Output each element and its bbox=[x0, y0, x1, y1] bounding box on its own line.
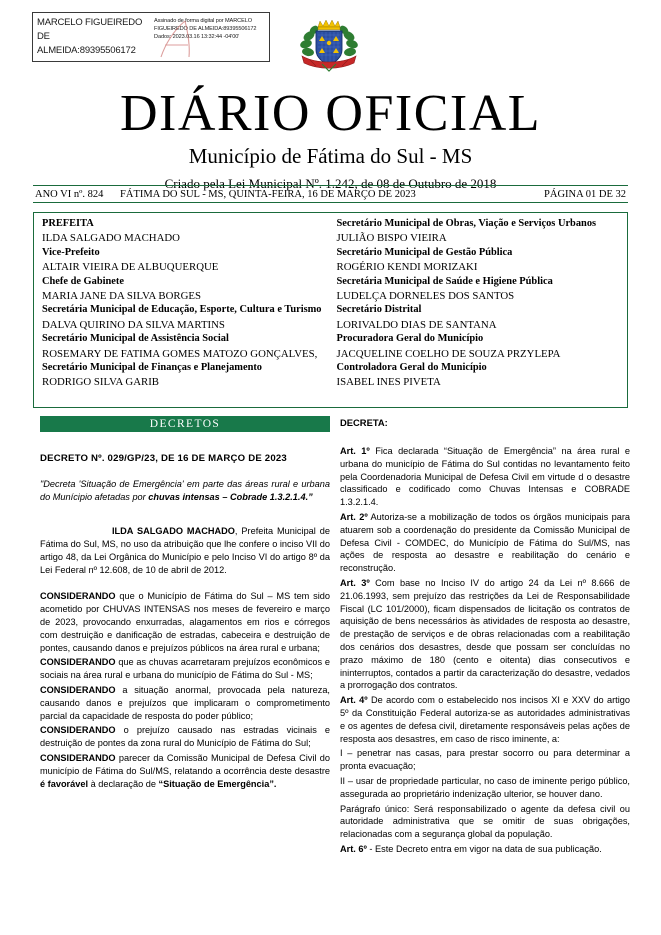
considerando-paragraph bbox=[40, 590, 330, 654]
article-final bbox=[340, 843, 630, 856]
considerando-text: a situação anormal, provocada pela natureza, causando danos e prejuízos que implicaram o comprometimento parcial da capacidade de resposta do poder público; bbox=[40, 684, 330, 721]
official-role: Controladora Geral do Município bbox=[336, 362, 487, 374]
considerando-label: CONSIDERANDO bbox=[40, 657, 116, 668]
signature-name: MARCELO FIGUEIREDO DE ALMEIDA:89395506172 bbox=[37, 17, 143, 56]
digital-signature-stamp bbox=[32, 12, 270, 62]
issue-number: ANO VI nº. 824 bbox=[35, 188, 104, 200]
official-role: Secretário Municipal de Obras, Viação e Serviços Urbanos bbox=[336, 218, 597, 229]
article-label: Art. 2º bbox=[340, 511, 368, 522]
decree-title: DECRETO Nº. 029/GP/23, DE 16 DE MARÇO DE 2023 bbox=[40, 453, 287, 464]
officials-box bbox=[33, 212, 628, 408]
considerando-label: CONSIDERANDO bbox=[40, 591, 116, 602]
preamble-text: , Prefeita Municipal de Fátima do Sul, MS, no uso da atribuição que lhe confere o inciso VII do artigo 48, da Lei Orgânica do Município e pelo Inciso VI do artigo 8º da Lei Federal nº 12.608, de 10 de abril de 2012. bbox=[40, 526, 330, 575]
considerando-text: que o Município de Fátima do Sul – MS tem sido acometido por CHUVAS INTENSAS nos meses de fevereiro e março de 2023, provocando enxurradas, alagamentos em rios e córregos com destruição e danificação de estradas, cabeceira e destruição de pontes, causando danos e prejuízos públicos na área rural e urbana; bbox=[40, 591, 330, 653]
considerando-text: o prejuízo causado nas estradas vicinais e destruição de pontes da zona rural do Município de Fátima do Sul; bbox=[40, 725, 330, 749]
official-name: JULIÃO BISPO VIEIRA bbox=[336, 232, 447, 245]
considerando-final-text-b: à declaração de bbox=[88, 778, 159, 789]
signature-metadata-text: Assinado de forma digital por MARCELO FIGUEIREDO DE ALMEIDA:89395506172 Dados: 2023.03.16 13:32:44 -04'00' bbox=[154, 18, 257, 41]
article-paragraph bbox=[340, 694, 630, 745]
considerando-paragraph bbox=[40, 656, 330, 682]
articles-list bbox=[340, 445, 630, 745]
official-name: ILDA SALGADO MACHADO bbox=[42, 232, 180, 245]
masthead-law-reference: Criado pela Lei Municipal Nº. 1.242, de 08 de Outubro de 2018 bbox=[164, 176, 497, 191]
official-name: DALVA QUIRINO DA SILVA MARTINS bbox=[42, 318, 225, 331]
decree-preamble bbox=[40, 525, 330, 576]
official-name: LUDELÇA DORNELES DOS SANTOS bbox=[336, 290, 515, 303]
article-text: Autoriza-se a mobilização de todos os órgãos municipais para atuarem sob a coordenação do presidente da Comissão Municipal de Defesa Civil - COMDEC, do Município de Fátima do Sul/MS, nas ações de resposta ao desastre e reabilitação do cenário e reconstrução. bbox=[340, 511, 630, 574]
official-name: JACQUELINE COELHO DE SOUZA PRZYLEPA bbox=[336, 347, 561, 360]
official-role: Secretária Municipal de Educação, Esporte, Cultura e Turismo bbox=[42, 304, 322, 316]
article-paragraph bbox=[340, 445, 630, 509]
considerando-label: CONSIDERANDO bbox=[40, 684, 116, 695]
article-text: Com base no Inciso IV do artigo 24 da Lei nº 8.666 de 21.06.1993, sem prejuízo das restrições da Lei de Responsabilidade Fiscal (LC 101/2000), ficam dispensados de licitação os contratos de aquisição de bens necessários às atividades de resposta ao desastre, de prestação de serviços e de obras relacionadas com a reabilitação dos cenários dos desastres, desde que possam ser concluídas no prazo máximo de 180 (cento e oitenta) dias consecutivos e ininterruptos, contados a partir da caracterização do desastre, vedados a prorrogação dos contratos. bbox=[340, 577, 631, 691]
page-title: DIÁRIO OFICIAL bbox=[119, 85, 542, 142]
article-label: Art. 3º bbox=[340, 577, 370, 588]
considerando-final-label: CONSIDERANDO bbox=[40, 752, 116, 763]
official-name: RODRIGO SILVA GARIB bbox=[42, 376, 159, 389]
content-column-left bbox=[40, 416, 330, 792]
considerando-final-bold-b: “Situação de Emergência”. bbox=[158, 778, 277, 789]
article-paragraph bbox=[340, 511, 630, 575]
masthead-subtitle: Município de Fátima do Sul - MS bbox=[188, 144, 473, 168]
official-role: Procuradora Geral do Município bbox=[336, 333, 484, 345]
official-role: Secretário Municipal de Gestão Pública bbox=[336, 246, 513, 258]
considerando-paragraph bbox=[40, 684, 330, 722]
official-role: Vice-Prefeito bbox=[42, 246, 100, 258]
considerando-paragraph bbox=[40, 724, 330, 750]
officials-column-left bbox=[34, 217, 331, 407]
issue-info-left bbox=[35, 189, 416, 200]
section-banner-decretos: DECRETOS bbox=[40, 416, 330, 432]
coat-of-arms-icon bbox=[296, 14, 362, 76]
signature-metadata bbox=[151, 13, 269, 61]
content-column-right bbox=[340, 416, 630, 858]
official-name: LORIVALDO DIAS DE SANTANA bbox=[336, 318, 497, 331]
decreta-heading: DECRETA: bbox=[340, 417, 388, 428]
considerando-label: CONSIDERANDO bbox=[40, 725, 116, 736]
official-role: Secretário Municipal de Assistência Social bbox=[42, 333, 229, 345]
preamble-mayor-name: ILDA SALGADO MACHADO bbox=[112, 526, 235, 537]
official-role: Secretária Municipal de Saúde e Higiene Pública bbox=[336, 275, 553, 287]
article-text: Fica declarada “Situação de Emergência” na área rural e urbana do município de Fátima do Sul contidas no levantamento feito pela Coordenadoria Municipal de Defesa Civil em virtude d o desastre classificado e codificado como Chuvas Intensas e COBRADE 1.3.2.1.4. bbox=[340, 446, 630, 508]
official-role: PREFEITA bbox=[42, 218, 94, 229]
paragrafo-unico: Parágrafo único: Será responsabilizado o agente da defesa civil ou autoridade administrativa que se omitir de suas obrigações, relacionadas com a segurança global da população. bbox=[340, 803, 630, 840]
considerando-list bbox=[40, 590, 330, 750]
decree-summary bbox=[40, 478, 330, 503]
enumerated-item: I – penetrar nas casas, para prestar socorro ou para determinar a pronta evacuação; bbox=[340, 748, 630, 772]
enumerated-item: II – usar de propriedade particular, no caso de iminente perigo público, assegurada ao proprietário indenização ulterior, se houver dano. bbox=[340, 775, 630, 799]
decree-summary-emphasis: chuvas intensas – Cobrade 1.3.2.1.4.” bbox=[148, 491, 313, 502]
article-label: Art. 4º bbox=[340, 695, 368, 706]
considerando-final-text-a: parecer da Comissão Municipal de Defesa Civil do município de Fátima do Sul/MS, relatando a ocorrência deste desastre bbox=[40, 752, 330, 776]
official-name: ISABEL INES PIVETA bbox=[336, 376, 441, 389]
official-role: Secretário Distrital bbox=[336, 304, 422, 316]
article-paragraph bbox=[340, 577, 630, 692]
issue-place-date: FÁTIMA DO SUL - MS, QUINTA-FEIRA, 16 DE MARÇO DE 2023 bbox=[120, 188, 416, 200]
article-final-text: - Este Decreto entra em vigor na data de sua publicação. bbox=[366, 843, 602, 854]
official-name: ROSEMARY DE FATIMA GOMES MATOZO GONÇALVES, bbox=[42, 347, 318, 360]
decree-summary-text: "Decreta 'Situação de Emergência' em parte das áreas rural e urbana do Munícipio afetadas por bbox=[40, 479, 330, 502]
considerando-text: que as chuvas acarretaram prejuízos econômicos e sociais na área rural e urbana do município de Fátima do Sul - MS; bbox=[40, 657, 330, 681]
official-name: ROGÉRIO KENDI MORIZAKI bbox=[336, 261, 478, 274]
official-name: ALTAIR VIEIRA DE ALBUQUERQUE bbox=[42, 261, 219, 274]
enumerated-items bbox=[340, 747, 630, 800]
official-role: Secretário Municipal de Finanças e Planejamento bbox=[42, 362, 263, 374]
article-final-label: Art. 6º bbox=[340, 843, 367, 854]
considerando-final-bold-a: é favorável bbox=[40, 778, 89, 789]
officials-column-right bbox=[331, 217, 628, 407]
official-name: MARIA JANE DA SILVA BORGES bbox=[42, 290, 201, 303]
article-text: De acordo com o estabelecido nos incisos XI e XXV do artigo 5º da Constituição Federal autoriza-se as autoridades administrativas e os agentes de defesa civil, diretamente responsáveis pelas ações de resposta aos desastres, em caso de risco iminente, a: bbox=[340, 695, 630, 744]
page-indicator: PÁGINA 01 DE 32 bbox=[544, 188, 626, 200]
masthead bbox=[0, 85, 661, 192]
official-role: Chefe de Gabinete bbox=[42, 275, 124, 287]
issue-info-bar bbox=[33, 185, 628, 203]
article-label: Art. 1º bbox=[340, 446, 370, 456]
considerando-final bbox=[40, 752, 330, 790]
